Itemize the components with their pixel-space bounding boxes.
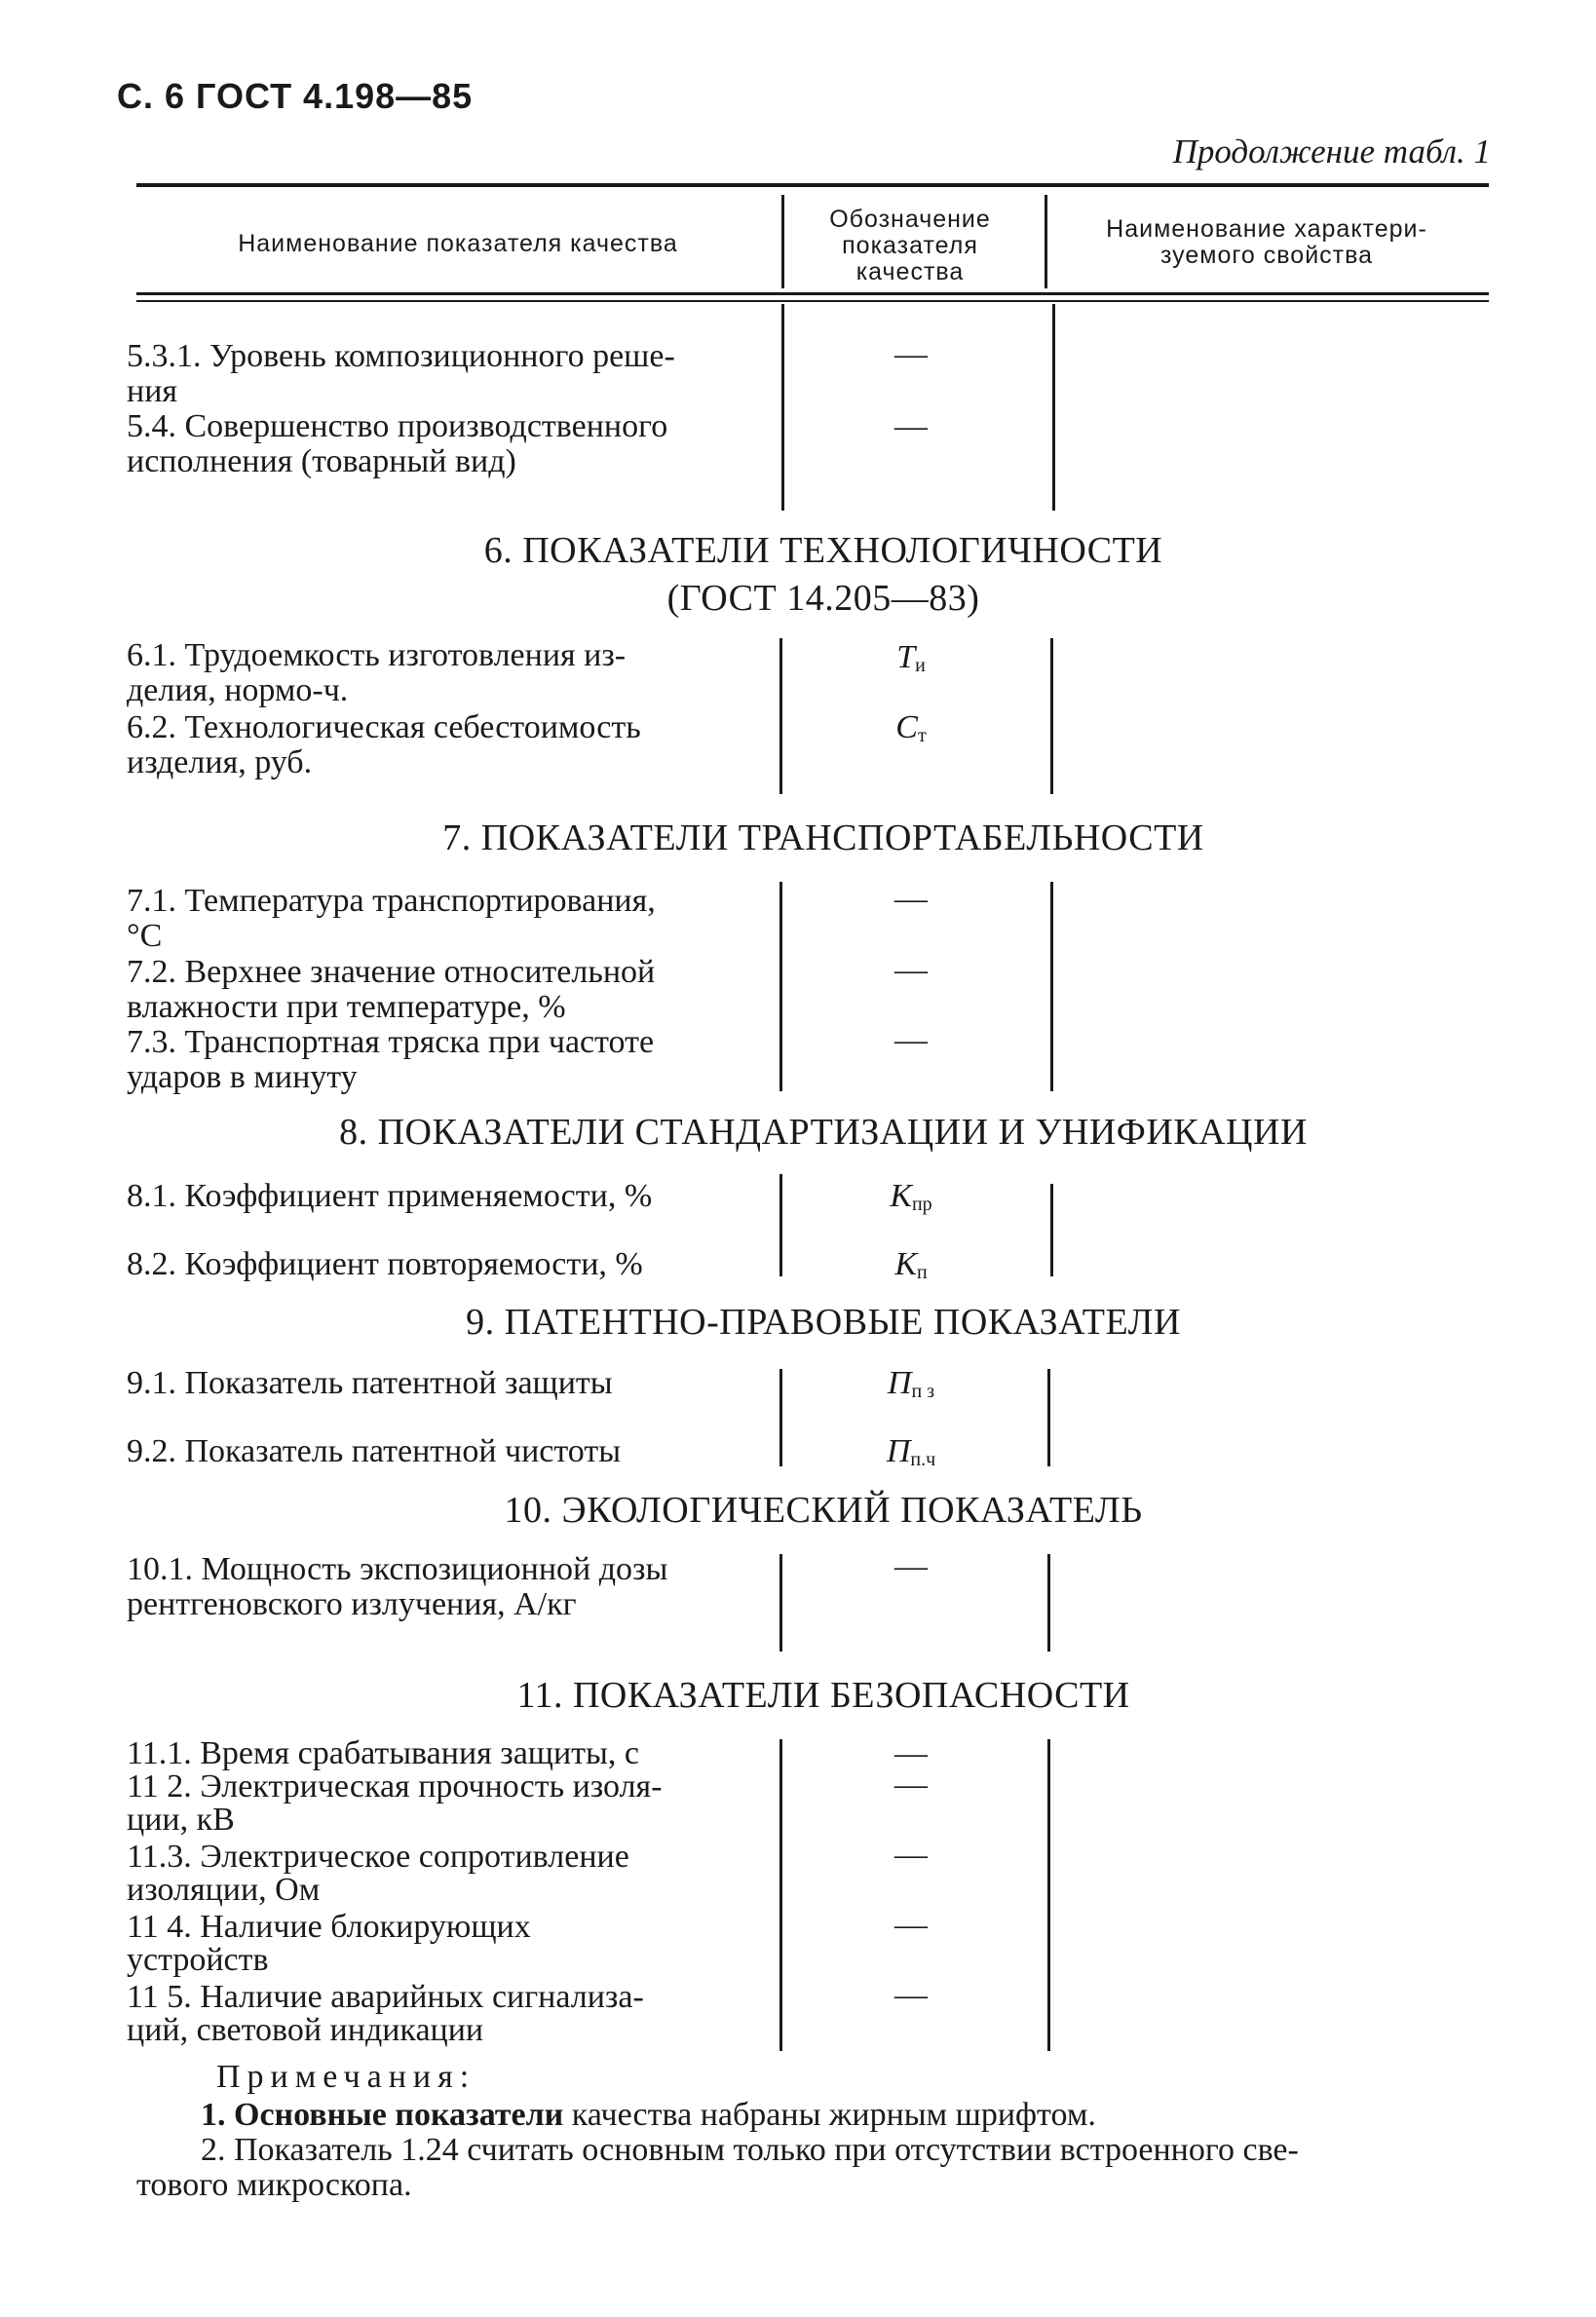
table-continuation-label: Продолжение табл. 1: [1172, 133, 1491, 171]
note-1-bold-text: Основные показатели: [234, 2097, 564, 2133]
row-11-5-line2: ций, световой индикации: [127, 2012, 484, 2048]
symbol-5-4: —: [894, 408, 928, 444]
row-7-1-line1: 7.1. Температура транспортирования,: [127, 883, 656, 919]
symbol-7-2: —: [894, 952, 928, 988]
row-7-2-line1: 7.2. Верхнее значение относительной: [127, 954, 656, 990]
row-6-2-line2: изделия, руб.: [127, 744, 313, 780]
row-11-2-line2: ции, кВ: [127, 1802, 235, 1838]
column-divider-g5-1: [781, 304, 784, 511]
column-divider-s9-1: [779, 1369, 782, 1466]
column-header-property-line1: Наименование характери-: [1106, 215, 1427, 243]
column-divider-s7-2: [1050, 882, 1053, 1091]
column-divider-s11-1: [779, 1739, 782, 2051]
symbol-9-1: [789, 1366, 1033, 1409]
column-divider-s11-2: [1047, 1739, 1050, 2051]
symbol-6-2-index: т: [917, 725, 927, 746]
row-8-2: 8.2. Коэффициент повторяемости, %: [127, 1246, 643, 1282]
row-5-3-1-line2: ния: [127, 373, 178, 409]
section-9-title: 9. ПАТЕНТНО-ПРАВОВЫЕ ПОКАЗАТЕЛИ: [466, 1302, 1181, 1343]
symbol-6-1: [789, 640, 1033, 683]
column-divider-s8-1: [779, 1174, 782, 1276]
column-header-quality-indicator: Наименование показателя качества: [238, 230, 678, 257]
symbol-7-3: —: [894, 1022, 928, 1058]
table-header-bottom-rule: [136, 292, 1489, 295]
section-10-title: 10. ЭКОЛОГИЧЕСКИЙ ПОКАЗАТЕЛЬ: [504, 1490, 1143, 1531]
column-header-designation: [785, 207, 1035, 285]
row-11-4-line2: устройств: [127, 1942, 269, 1978]
note-1: [201, 2097, 1096, 2134]
column-divider-s7-1: [779, 882, 782, 1091]
row-7-3-line1: 7.3. Транспортная тряска при частоте: [127, 1024, 655, 1060]
symbol-6-2-letter: С: [895, 709, 918, 745]
symbol-6-1-index: и: [915, 655, 926, 676]
symbol-9-2-index: п.ч: [910, 1449, 936, 1470]
column-header-property-line2: зуемого свойства: [1159, 242, 1374, 269]
symbol-10-1: —: [894, 1548, 928, 1584]
row-7-1-line2: °С: [127, 918, 163, 954]
table-top-rule: [136, 183, 1489, 187]
section-8-title: 8. ПОКАЗАТЕЛИ СТАНДАРТИЗАЦИИ И УНИФИКАЦИИ: [339, 1112, 1308, 1153]
note-2-line2: тового микроскопа.: [136, 2167, 412, 2203]
section-11-title: 11. ПОКАЗАТЕЛИ БЕЗОПАСНОСТИ: [516, 1675, 1130, 1716]
symbol-8-1: [789, 1179, 1033, 1222]
column-divider-s8-2: [1050, 1184, 1053, 1276]
section-7-title: 7. ПОКАЗАТЕЛИ ТРАНСПОРТАБЕЛЬНОСТИ: [442, 817, 1204, 858]
symbol-8-1-letter: К: [890, 1178, 912, 1214]
row-11-3-line2: изоляции, Ом: [127, 1872, 321, 1908]
symbol-11-2: —: [894, 1766, 928, 1803]
column-divider-header-2: [1045, 195, 1047, 288]
section-6-title: 6. ПОКАЗАТЕЛИ ТЕХНОЛОГИЧНОСТИ: [483, 530, 1163, 571]
row-7-2-line2: влажности при температуре, %: [127, 989, 566, 1025]
column-divider-s6-1: [779, 638, 782, 794]
row-10-1-line1: 10.1. Мощность экспозиционной дозы: [127, 1551, 668, 1587]
section-6-subtitle: (ГОСТ 14.205—83): [666, 578, 980, 619]
symbol-5-3-1: —: [894, 336, 928, 372]
row-5-3-1-line1: 5.3.1. Уровень композиционного реше-: [127, 338, 675, 374]
symbol-11-5: —: [894, 1977, 928, 2013]
row-6-2-line1: 6.2. Технологическая себестоимость: [127, 709, 641, 745]
page-code: С. 6 ГОСТ 4.198—85: [117, 76, 474, 116]
column-divider-s10-2: [1047, 1554, 1050, 1652]
symbol-8-2-index: п: [916, 1262, 928, 1283]
column-header-designation-line2: показателя: [842, 232, 978, 259]
symbol-9-1-letter: П: [887, 1365, 912, 1401]
row-8-1: 8.1. Коэффициент применяемости, %: [127, 1178, 653, 1214]
notes-heading: Примечания:: [216, 2059, 476, 2095]
row-11-2-line1: 11 2. Электрическая прочность изоля-: [127, 1768, 663, 1804]
symbol-6-2: [789, 710, 1033, 753]
row-11-3-line1: 11.3. Электрическое сопротивление: [127, 1839, 629, 1875]
symbol-9-2-letter: П: [886, 1433, 911, 1469]
note-2-line1: 2. Показатель 1.24 считать основным только при отсутствии встроенного све-: [201, 2132, 1299, 2168]
symbol-7-1: —: [894, 881, 928, 917]
column-divider-s10-1: [779, 1554, 782, 1652]
row-5-4-line1: 5.4. Совершенство производственного: [127, 408, 668, 444]
row-11-5-line1: 11 5. Наличие аварийных сигнализа-: [127, 1979, 644, 2015]
table-header-bottom-rule-2: [136, 300, 1489, 302]
row-6-1-line1: 6.1. Трудоемкость изготовления из-: [127, 637, 627, 673]
row-5-4-line2: исполнения (товарный вид): [127, 443, 516, 479]
column-divider-s6-2: [1050, 638, 1053, 794]
row-7-3-line2: ударов в минуту: [127, 1059, 358, 1095]
row-6-1-line2: делия, нормо-ч.: [127, 672, 349, 708]
row-10-1-line2: рентгеновского излучения, А/кг: [127, 1586, 577, 1622]
symbol-8-2-letter: К: [894, 1246, 917, 1282]
symbol-6-1-letter: Т: [896, 639, 916, 675]
column-header-designation-line3: качества: [855, 258, 965, 285]
symbol-11-4: —: [894, 1907, 928, 1943]
row-11-1: 11.1. Время срабатывания защиты, с: [127, 1735, 639, 1771]
symbol-11-1: —: [894, 1735, 928, 1771]
symbol-9-1-index: п з: [911, 1381, 935, 1402]
symbol-8-2: [789, 1247, 1033, 1290]
row-11-4-line1: 11 4. Наличие блокирующих: [127, 1909, 531, 1945]
row-9-1: 9.1. Показатель патентной защиты: [127, 1365, 613, 1401]
column-divider-s9-2: [1047, 1369, 1050, 1466]
column-header-property: [1047, 216, 1486, 269]
column-divider-g5-2: [1052, 304, 1055, 511]
note-1-text: качества набраны жирным шрифтом.: [563, 2097, 1096, 2133]
symbol-8-1-index: пр: [911, 1194, 932, 1215]
note-1-number: 1.: [201, 2097, 226, 2133]
column-divider-header-1: [781, 195, 784, 288]
symbol-9-2: [789, 1434, 1033, 1477]
row-9-2: 9.2. Показатель патентной чистоты: [127, 1433, 622, 1469]
column-header-designation-line1: Обозначение: [829, 206, 991, 233]
symbol-11-3: —: [894, 1837, 928, 1873]
